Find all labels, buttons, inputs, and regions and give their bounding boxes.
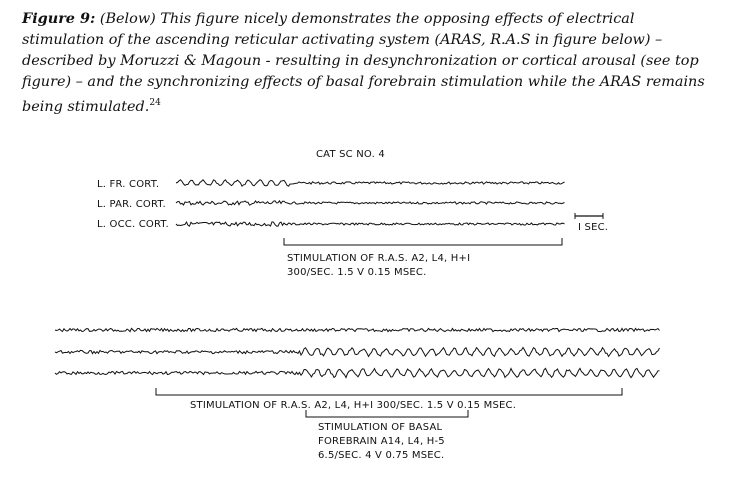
- ras-stimulation-bracket-bottom: [156, 388, 622, 395]
- bf-stim-line3: 6.5/SEC. 4 V 0.75 MSEC.: [318, 450, 445, 461]
- bottom-eeg-traces: [55, 328, 660, 377]
- trace-occipital: [176, 222, 565, 226]
- top-stim-line1: STIMULATION OF R.A.S. A2, L4, H+I: [287, 253, 471, 264]
- top-eeg-traces: [176, 180, 565, 227]
- bf-stim-line1: STIMULATION OF BASAL: [318, 422, 443, 433]
- bf-stim-line2: FOREBRAIN A14, L4, H-5: [318, 436, 445, 447]
- channel-label-parietal: L. PAR. CORT.: [97, 199, 166, 210]
- trace-frontal: [176, 180, 565, 187]
- caption-text: (Below) This figure nicely demonstrates the opposing effects of electrical stimulation of the ascending reticular activating system (ARAS, R.A.S in figure below) – described by Moruzzi & Magoun - resulting in desynchronization or cortical arousal (see top figure) – and the synchronizing effects of basal forebrain stimulation while the ARAS remains being stimulated.: [22, 11, 705, 115]
- trace-bottom-1: [55, 328, 660, 331]
- trace-bottom-2: [55, 348, 660, 357]
- trace-bottom-3: [55, 368, 660, 377]
- figure-label: Figure 9:: [22, 10, 96, 27]
- basal-forebrain-bracket: [306, 410, 468, 417]
- channel-label-occipital: L. OCC. CORT.: [97, 219, 169, 230]
- top-stim-line2: 300/SEC. 1.5 V 0.15 MSEC.: [287, 267, 427, 278]
- bottom-ras-stim-label: STIMULATION OF R.A.S. A2, L4, H+I 300/SEC. 1.5 V 0.15 MSEC.: [190, 400, 517, 411]
- top-panel-title: CAT SC NO. 4: [316, 149, 385, 160]
- caption-reference: 24: [149, 98, 161, 108]
- trace-parietal: [176, 201, 565, 205]
- time-scale-label: I SEC.: [578, 222, 609, 233]
- ras-stimulation-bracket-top: [284, 238, 562, 245]
- channel-label-frontal: L. FR. CORT.: [97, 179, 160, 190]
